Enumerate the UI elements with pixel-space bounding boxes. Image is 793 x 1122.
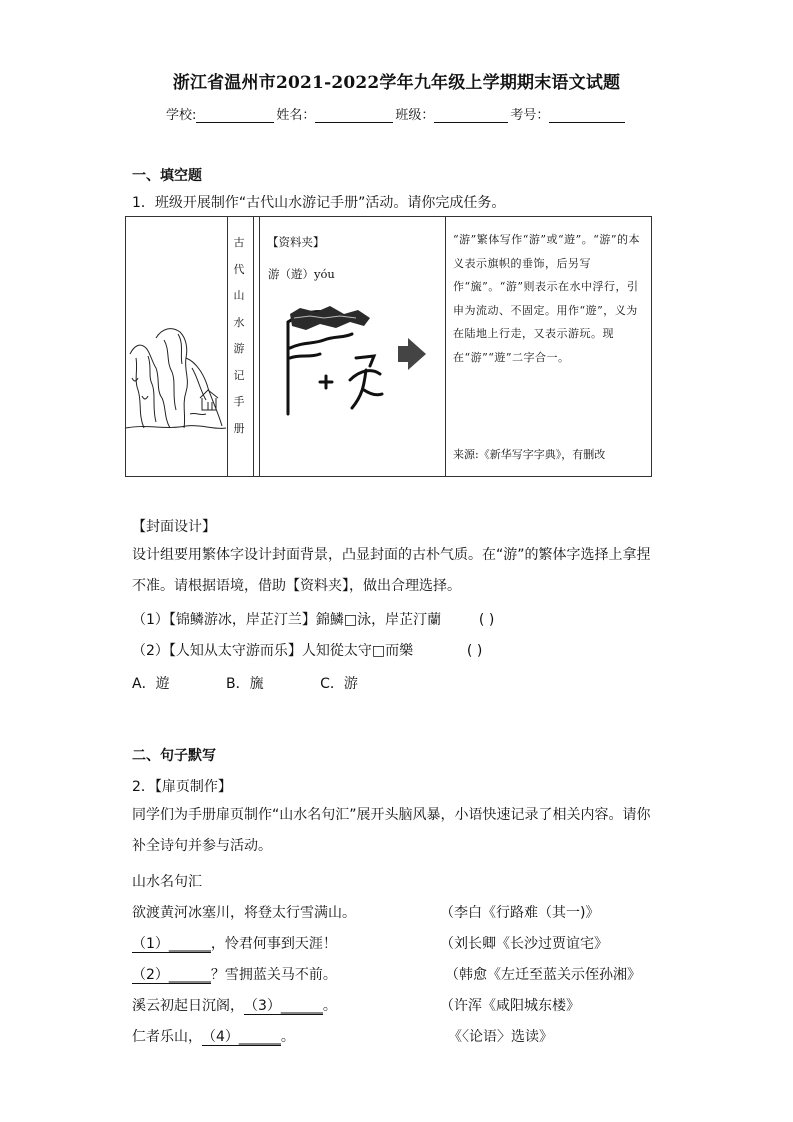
subquestion-1-text: （1）【锦鳞游冰，岸芷汀兰】錦鱗□泳，岸芷汀蘭 [132,612,442,628]
poem-source: （韩愈《左迁至蓝关示侄孙湘》 [445,967,641,983]
fill-blank-2[interactable]: （2）______ [132,967,211,983]
name-label: 姓名： [276,108,316,123]
section2-heading: 二、句子默写 [132,748,216,764]
school-label: 学校: [166,108,197,123]
character-explanation: “游”繁体写作“游”或“遊”。“游”的本义表示旗帜的垂饰，后另写作“旒”。“游”则表示在水中浮行，引申为流动、不固定。用作“遊”，义为在陆地上行走，又表示游玩。现在“游”“遊”二字合一。 [453,233,640,364]
answer-paren-2[interactable]: ( ) [466,643,483,659]
table-divider [253,217,254,476]
student-info-line [166,104,625,123]
poem-source: （李白《行路难（其一)》 [440,905,600,921]
poem-line: 仁者乐山，（4）______。 [132,1029,295,1045]
exam-number-label: 考号： [510,108,550,123]
poem-line: （2）______？雪拥蓝关马不前。 [132,967,337,983]
poem-source: 《〈论语〉选读》 [448,1029,553,1045]
name-blank[interactable] [315,108,393,123]
option-a[interactable]: A．遊 [132,676,170,692]
subquestion-1 [132,609,510,629]
q1-prompt: 1．班级开展制作“古代山水游记手册”活动。请你完成任务。 [132,195,506,211]
exam-number-blank[interactable] [549,108,625,123]
option-list [132,673,358,693]
section1-heading: 一、填空题 [132,168,202,184]
page-title: 浙江省温州市2021-2022学年九年级上学期期末语文试题 [172,73,621,93]
school-blank[interactable] [196,108,274,123]
vertical-handbook-title: 古代山水游记手册 [233,236,245,435]
poem-line: （1）______，怜君何事到天涯！ [132,936,337,952]
table-divider [227,217,228,476]
poem-line: 欲渡黄河冰塞川，将登太行雪满山。 [132,905,356,921]
table-divider [259,217,260,476]
explanation-source: 来源:《新华写字字典》，有删改 [453,448,606,461]
option-b[interactable]: B．旒 [226,676,264,692]
ancient-character-illustration [280,296,440,422]
fill-blank-1[interactable]: （1）______ [132,936,211,952]
fill-blank-4[interactable]: （4）______ [202,1029,281,1045]
q2-intro: 同学们为手册扉页制作“山水名句汇”展开头脑风暴，小语快速记录了相关内容。请你补全诗句并参与活动。 [132,807,651,854]
fill-blank-3[interactable]: （3）______ [244,998,323,1014]
class-label: 班级： [395,108,435,123]
poem-list-title: 山水名句汇 [132,874,202,890]
option-c[interactable]: C．游 [320,676,358,692]
poem-source: （许浑《咸阳城东楼》 [440,998,580,1014]
landscape-sketch-image [126,318,226,438]
word-pinyin: 游（遊）yóu [268,267,335,281]
subquestion-2 [132,640,498,660]
answer-paren-1[interactable]: ( ) [478,612,495,628]
material-folder-label: 【资料夹】 [267,235,325,249]
subquestion-2-text: （2）【人知从太守游而乐】人知從太守□而樂 [132,643,414,659]
cover-design-instruction: 设计组要用繁体字设计封面背景，凸显封面的古朴气质。在“游”的繁体字选择上拿捏不准。请根据语境，借助【资料夹】，做出合理选择。 [132,547,651,594]
q2-label: 2．【扉页制作】 [132,779,232,795]
poem-line: 溪云初起日沉阁，（3）______。 [132,998,337,1014]
poem-source: （刘长卿《长沙过贾谊宅》 [440,936,608,952]
class-blank[interactable] [434,108,508,123]
table-divider [445,217,446,476]
cover-design-label: 【封面设计】 [132,519,216,535]
